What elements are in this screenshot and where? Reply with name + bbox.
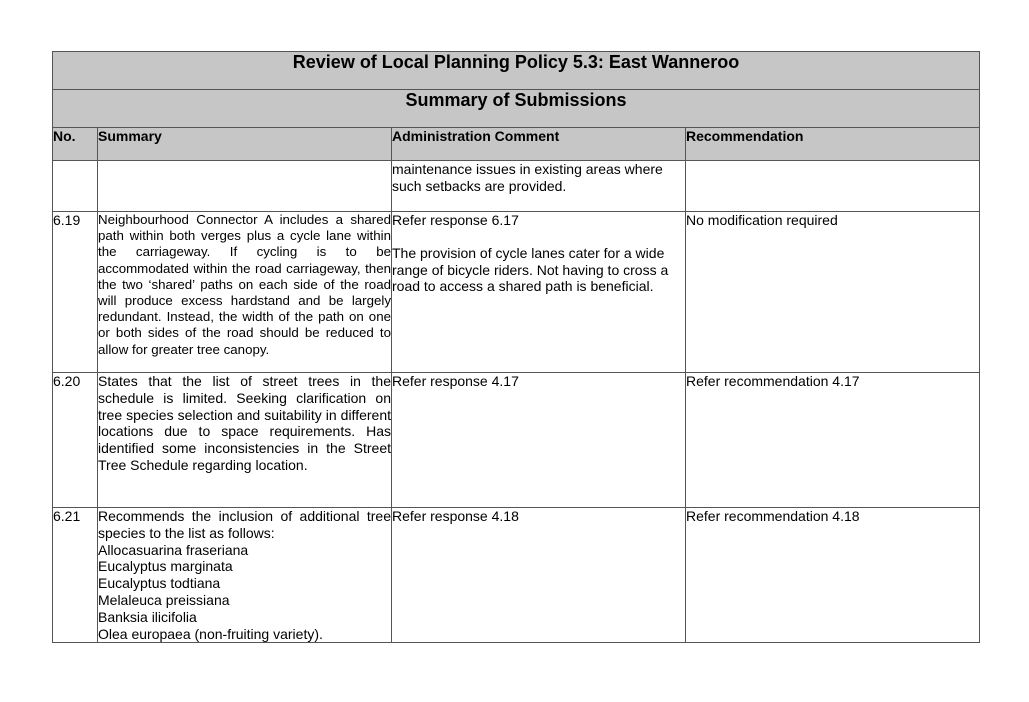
row-summary bbox=[98, 161, 392, 212]
row-recommendation bbox=[686, 161, 980, 212]
species-item: Allocasuarina fraseriana bbox=[98, 541, 249, 558]
species-item: Eucalyptus marginata bbox=[98, 558, 233, 575]
table-row bbox=[53, 161, 980, 212]
row-admin-comment bbox=[392, 212, 686, 373]
admin-comment-text: Refer response 6.17 bbox=[392, 212, 519, 228]
column-header-no: No. bbox=[53, 128, 98, 161]
document-subtitle: Summary of Submissions bbox=[53, 90, 980, 128]
species-item: Eucalyptus todtiana bbox=[98, 575, 221, 592]
admin-comment-text: maintenance issues in existing areas where such setbacks are provided. bbox=[392, 161, 663, 194]
row-number bbox=[53, 161, 98, 212]
admin-comment-text: Refer response 4.18 bbox=[392, 508, 519, 524]
column-header-admin-comment: Administration Comment bbox=[392, 128, 686, 161]
species-item: Banksia ilicifolia bbox=[98, 608, 197, 625]
submissions-table bbox=[52, 51, 980, 643]
column-header-recommendation: Recommendation bbox=[686, 128, 980, 161]
row-number: 6.21 bbox=[53, 508, 98, 643]
table-row bbox=[53, 373, 980, 508]
column-header-summary: Summary bbox=[98, 128, 392, 161]
species-item: Melaleuca preissiana bbox=[98, 591, 230, 608]
row-admin-comment bbox=[392, 373, 686, 508]
table-row bbox=[53, 508, 980, 643]
document-title: Review of Local Planning Policy 5.3: East Wanneroo bbox=[53, 52, 980, 90]
row-summary bbox=[98, 508, 392, 643]
row-admin-comment bbox=[392, 161, 686, 212]
summary-text: Recommends the inclusion of additional tree species to the list as follows: bbox=[98, 508, 391, 541]
row-summary: States that the list of street trees in the schedule is limited. Seeking clarification on tree species selection and suitability in different locations due to space requirements. Has identified some inconsistencies in the Street Tree Schedule regarding location. bbox=[98, 373, 392, 508]
admin-comment-text: The provision of cycle lanes cater for a wide range of bicycle riders. Not having to cross a road to access a shared path is beneficial. bbox=[392, 244, 669, 295]
row-recommendation: Refer recommendation 4.17 bbox=[686, 373, 980, 508]
row-recommendation: No modification required bbox=[686, 212, 980, 373]
row-recommendation: Refer recommendation 4.18 bbox=[686, 508, 980, 643]
table-row bbox=[53, 212, 980, 373]
row-summary: Neighbourhood Connector A includes a shared path within both verges plus a cycle lane within the carriageway. If cycling is to be accommodated within the road carriageway, then the two ‘shared’ paths on each side of the road will produce excess hardstand and be largely redundant. Instead, the width of the path on one or both sides of the road should be reduced to allow for greater tree canopy. bbox=[98, 212, 392, 373]
admin-comment-text: Refer response 4.17 bbox=[392, 373, 519, 389]
row-number: 6.19 bbox=[53, 212, 98, 373]
row-admin-comment bbox=[392, 508, 686, 643]
row-number: 6.20 bbox=[53, 373, 98, 508]
species-item: Olea europaea (non-fruiting variety). bbox=[98, 625, 323, 642]
